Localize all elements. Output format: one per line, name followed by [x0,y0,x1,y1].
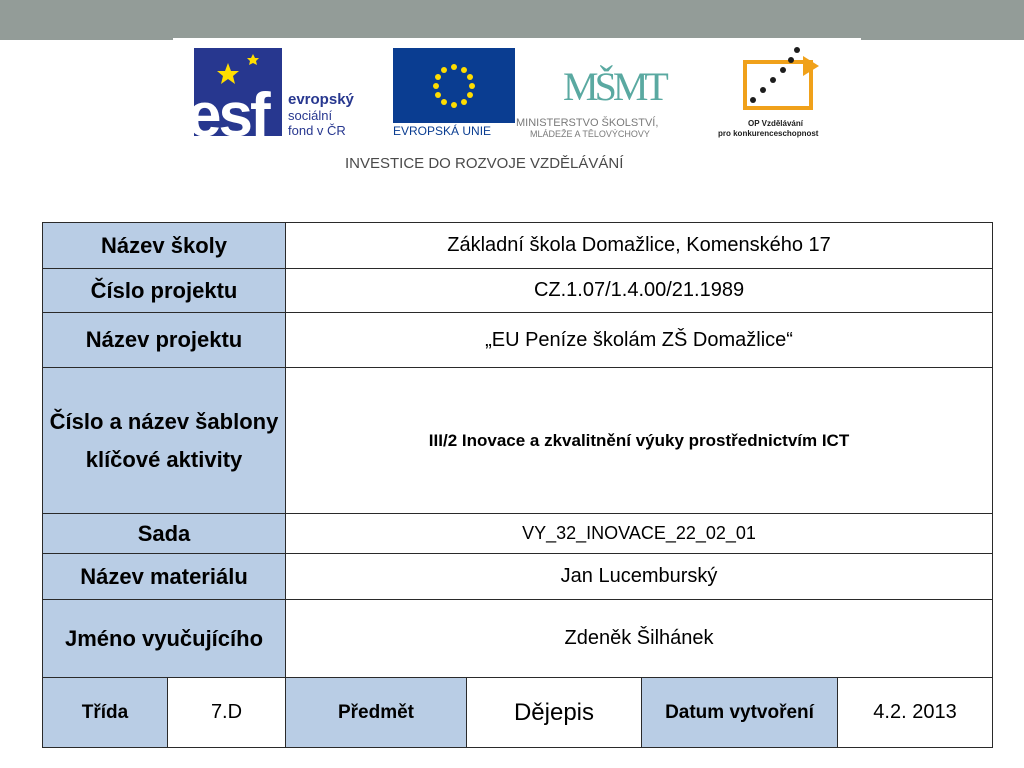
class-value: 7.D [168,678,286,748]
template-value: III/2 Inovace a zkvalitnění výuky prostřednictvím ICT [286,368,993,514]
project-info-table [42,222,993,748]
table-row [43,269,993,313]
op-text-line-2: pro konkurenceschopnost [718,129,819,138]
table-row [43,554,993,600]
project-number-value: CZ.1.07/1.4.00/21.1989 [286,269,993,313]
project-number-label: Číslo projektu [43,269,286,313]
msmt-text-line-1: MINISTERSTVO ŠKOLSTVÍ, [516,117,659,129]
top-decor-bar [0,0,1024,40]
esf-logo [187,48,355,150]
banner-tagline: INVESTICE DO ROZVOJE VZDĚLÁVÁNÍ [345,155,624,172]
project-name-value: „EU Peníze školám ZŠ Domažlice“ [286,313,993,368]
school-name-value: Základní škola Domažlice, Komenského 17 [286,223,993,269]
table-row [43,600,993,678]
table-row [43,223,993,269]
logo-banner-svg [173,38,861,180]
esf-letters: esf [187,81,268,150]
set-label: Sada [43,514,286,554]
material-name-value: Jan Lucemburský [286,554,993,600]
table-row [43,514,993,554]
eu-caption: EVROPSKÁ UNIE [393,124,492,138]
material-name-label: Název materiálu [43,554,286,600]
esf-text-line-2: sociální [288,108,333,123]
table-row [43,368,993,514]
op-text-line-1: OP Vzdělávání [748,119,803,128]
msmt-monogram: MŠMT [563,64,665,109]
subject-value: Dějepis [467,678,642,748]
set-value: VY_32_INOVACE_22_02_01 [286,514,993,554]
esf-text-line-1: evropský [288,91,354,108]
project-name-label: Název projektu [43,313,286,368]
logo-banner [173,38,861,180]
table-row [43,678,993,748]
eu-flag-logo [393,48,515,138]
subject-label: Předmět [286,678,467,748]
table-row [43,313,993,368]
template-label: Číslo a název šablony klíčové aktivity [43,368,286,514]
msmt-text-line-2: MLÁDEŽE A TĚLOVÝCHOVY [530,129,650,139]
class-label: Třída [43,678,168,748]
op-logo [718,47,819,138]
teacher-name-label: Jméno vyučujícího [43,600,286,678]
date-created-label: Datum vytvoření [642,678,838,748]
msmt-logo [516,64,668,139]
esf-text-line-3: fond v ČR [288,123,346,138]
teacher-name-value: Zdeněk Šilhánek [286,600,993,678]
school-name-label: Název školy [43,223,286,269]
date-created-value: 4.2. 2013 [838,678,993,748]
eu-flag-icon [393,48,515,123]
